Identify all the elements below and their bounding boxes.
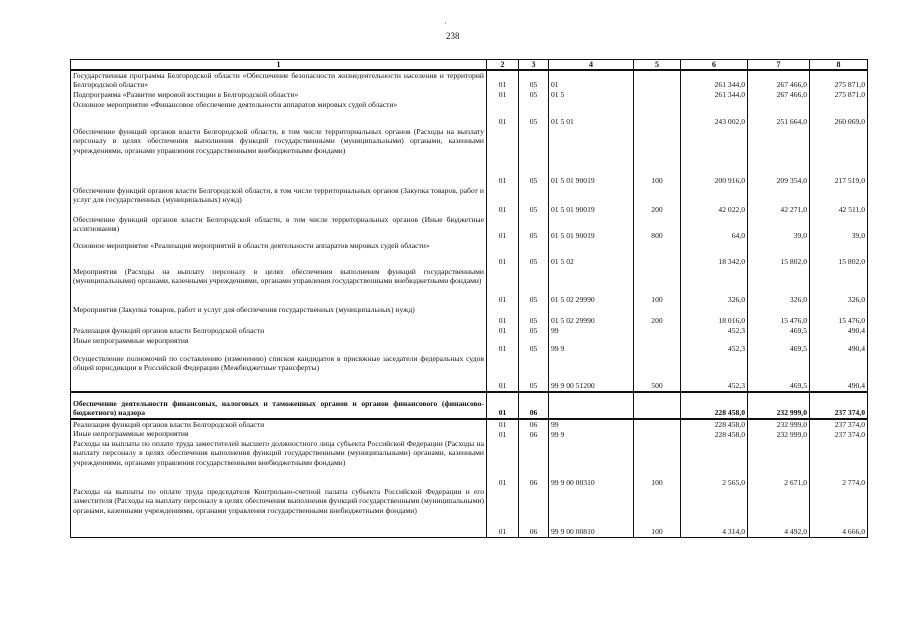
row-amount-year-2: 326,0 xyxy=(748,267,810,305)
row-amount-year-2: 267 466,0 xyxy=(748,70,810,90)
row-section: 01 xyxy=(487,100,519,127)
row-subsection: 05 xyxy=(519,354,549,392)
table-header-row xyxy=(71,60,868,71)
row-subsection: 06 xyxy=(519,392,549,419)
row-amount-year-2: 469,5 xyxy=(748,326,810,336)
row-amount-year-1: 64,0 xyxy=(681,215,748,241)
row-expense-type: 100 xyxy=(634,267,681,305)
row-expense-type: 200 xyxy=(634,305,681,326)
row-expense-type: 200 xyxy=(634,186,681,215)
row-subsection: 05 xyxy=(519,241,549,267)
row-section: 01 xyxy=(487,487,519,537)
header-col-3: 3 xyxy=(519,60,549,71)
table-row xyxy=(71,267,868,305)
row-amount-year-1: 326,0 xyxy=(681,267,748,305)
row-subsection: 06 xyxy=(519,487,549,537)
row-amount-year-1: 18 016,0 xyxy=(681,305,748,326)
header-col-2: 2 xyxy=(487,60,519,71)
header-col-8: 8 xyxy=(810,60,868,71)
row-amount-year-2: 15 476,0 xyxy=(748,305,810,326)
row-expense-type: 100 xyxy=(634,439,681,487)
row-amount-year-3: 237 374,0 xyxy=(810,392,868,419)
row-section: 01 xyxy=(487,267,519,305)
table-row xyxy=(71,90,868,100)
row-target-code: 01 xyxy=(549,70,634,90)
row-name: Осуществление полномочий по составлению (изменению) списков кандидатов в присяжные заседатели федеральных судов общей юрисдикции в Российской Федерации (Межбюджетные трансферты) xyxy=(71,354,487,392)
row-expense-type: 800 xyxy=(634,215,681,241)
row-amount-year-3: 2 774,0 xyxy=(810,439,868,487)
row-subsection: 05 xyxy=(519,305,549,326)
row-amount-year-1: 200 916,0 xyxy=(681,127,748,186)
row-target-code: 99 xyxy=(549,326,634,336)
row-amount-year-2: 232 999,0 xyxy=(748,419,810,429)
row-amount-year-3: 42 511,0 xyxy=(810,186,868,215)
row-amount-year-2: 39,0 xyxy=(748,215,810,241)
table-row xyxy=(71,439,868,487)
row-section: 01 xyxy=(487,336,519,354)
row-section: 01 xyxy=(487,326,519,336)
row-amount-year-1: 2 565,0 xyxy=(681,439,748,487)
row-amount-year-2: 2 671,0 xyxy=(748,439,810,487)
row-section: 01 xyxy=(487,419,519,429)
header-col-4: 4 xyxy=(549,60,634,71)
row-name: Основное мероприятие «Реализация мероприятий в области деятельности аппаратов мировых судей области» xyxy=(71,241,487,267)
row-amount-year-3: 4 666,0 xyxy=(810,487,868,537)
row-expense-type: 500 xyxy=(634,354,681,392)
row-expense-type xyxy=(634,100,681,127)
table-row xyxy=(71,100,868,127)
row-section: 01 xyxy=(487,70,519,90)
page-number: 238 xyxy=(446,31,460,41)
table-row xyxy=(71,305,868,326)
row-target-code: 99 9 xyxy=(549,429,634,439)
row-amount-year-3: 217 519,0 xyxy=(810,127,868,186)
row-amount-year-2: 232 999,0 xyxy=(748,429,810,439)
row-expense-type xyxy=(634,241,681,267)
row-target-code: 01 5 01 90019 xyxy=(549,215,634,241)
header-col-6: 6 xyxy=(681,60,748,71)
row-target-code: 01 5 01 90019 xyxy=(549,127,634,186)
table-row xyxy=(71,487,868,537)
row-subsection: 05 xyxy=(519,186,549,215)
row-target-code: 99 9 00 00310 xyxy=(549,439,634,487)
row-target-code: 99 9 xyxy=(549,336,634,354)
row-amount-year-3: 275 871,0 xyxy=(810,90,868,100)
row-name: Обеспечение функций органов власти Белгородской области, в том числе территориальных органов (Расходы на выплату персоналу в целях обеспечения выполнения функций государственными (муниципальными) органами, казенными учреждениями, органами управления государственными внебюджетными фондами) xyxy=(71,127,487,186)
row-amount-year-1: 452,3 xyxy=(681,326,748,336)
row-name: Реализация функций органов власти Белгородской области xyxy=(71,419,487,429)
row-amount-year-3: 15 802,0 xyxy=(810,241,868,267)
row-amount-year-1: 452,3 xyxy=(681,354,748,392)
row-amount-year-2: 4 492,0 xyxy=(748,487,810,537)
row-target-code: 01 5 02 29990 xyxy=(549,267,634,305)
row-name: Иные непрограммные мероприятия xyxy=(71,336,487,354)
budget-table-sheet xyxy=(70,59,867,538)
row-expense-type xyxy=(634,70,681,90)
row-subsection: 05 xyxy=(519,336,549,354)
table-row xyxy=(71,336,868,354)
header-col-5: 5 xyxy=(634,60,681,71)
row-amount-year-1: 228 458,0 xyxy=(681,392,748,419)
row-target-code: 01 5 01 xyxy=(549,100,634,127)
row-expense-type xyxy=(634,392,681,419)
row-amount-year-1: 261 344,0 xyxy=(681,70,748,90)
row-subsection: 05 xyxy=(519,100,549,127)
row-amount-year-2: 469,5 xyxy=(748,354,810,392)
row-subsection: 06 xyxy=(519,419,549,429)
table-row xyxy=(71,429,868,439)
row-amount-year-1: 18 342,0 xyxy=(681,241,748,267)
row-section: 01 xyxy=(487,392,519,419)
row-expense-type xyxy=(634,336,681,354)
row-amount-year-2: 15 802,0 xyxy=(748,241,810,267)
row-target-code: 99 9 00 00810 xyxy=(549,487,634,537)
row-amount-year-2: 251 664,0 xyxy=(748,100,810,127)
row-amount-year-1: 42 022,0 xyxy=(681,186,748,215)
row-amount-year-3: 490,4 xyxy=(810,336,868,354)
row-expense-type xyxy=(634,326,681,336)
row-name: Иные непрограммные мероприятия xyxy=(71,429,487,439)
row-target-code: 01 5 xyxy=(549,90,634,100)
row-amount-year-3: 275 871,0 xyxy=(810,70,868,90)
row-section: 01 xyxy=(487,186,519,215)
row-name: Расходы на выплаты по оплате труда заместителей высшего должностного лица субъекта Российской Федерации (Расходы на выплату персоналу в целях обеспечения выполнения функций государственными (муниципальными) органами, казенными учреждениями, органами управления государственными внебюджетными фондами) xyxy=(71,439,487,487)
header-col-7: 7 xyxy=(748,60,810,71)
row-amount-year-1: 243 002,0 xyxy=(681,100,748,127)
row-name: Подпрограмма «Развитие мировой юстиции в Белгородской области» xyxy=(71,90,487,100)
table-row xyxy=(71,241,868,267)
row-target-code: 99 9 00 51200 xyxy=(549,354,634,392)
row-amount-year-2: 209 354,0 xyxy=(748,127,810,186)
row-amount-year-3: 237 374,0 xyxy=(810,429,868,439)
row-name: Мероприятия (Расходы на выплату персоналу в целях обеспечения выполнения функций государственными (муниципальными) органами, казенными учреждениями, органами управления государственными внебюджетными фондами) xyxy=(71,267,487,305)
row-section: 01 xyxy=(487,241,519,267)
row-target-code: 99 xyxy=(549,419,634,429)
header-col-1: 1 xyxy=(71,60,487,71)
row-name: Реализация функций органов власти Белгородской области xyxy=(71,326,487,336)
row-amount-year-1: 261 344,0 xyxy=(681,90,748,100)
row-expense-type xyxy=(634,429,681,439)
row-subsection: 05 xyxy=(519,127,549,186)
row-expense-type: 100 xyxy=(634,127,681,186)
table-row xyxy=(71,326,868,336)
row-subsection: 05 xyxy=(519,215,549,241)
row-name: Мероприятия (Закупка товаров, работ и услуг для обеспечения государственных (муниципальных) нужд) xyxy=(71,305,487,326)
table-row-section-total xyxy=(71,392,868,419)
row-amount-year-1: 4 314,0 xyxy=(681,487,748,537)
row-target-code: 01 5 01 90019 xyxy=(549,186,634,215)
row-amount-year-1: 452,3 xyxy=(681,336,748,354)
row-name: Обеспечение функций органов власти Белгородской области, в том числе территориальных органов (Закупка товаров, работ и услуг для государственных (муниципальных) нужд) xyxy=(71,186,487,215)
row-target-code: 01 5 02 xyxy=(549,241,634,267)
row-name: Расходы на выплаты по оплате труда председателя Контрольно-счетной палаты субъекта Российской Федерации и его заместителя (Расходы на выплату персоналу в целях обеспечения выполнения функций государственными (муниципальными) органами, казенными учреждениями, органами управления государственными внебюджетными фондами) xyxy=(71,487,487,537)
budget-table xyxy=(70,59,868,538)
row-amount-year-1: 228 458,0 xyxy=(681,419,748,429)
row-name: Государственная программа Белгородской области «Обеспечение безопасности жизнедеятельности населения и территорий Белгородской области» xyxy=(71,70,487,90)
row-amount-year-2: 469,5 xyxy=(748,336,810,354)
row-expense-type: 100 xyxy=(634,487,681,537)
row-section: 01 xyxy=(487,439,519,487)
table-row xyxy=(71,419,868,429)
row-amount-year-3: 326,0 xyxy=(810,267,868,305)
row-subsection: 05 xyxy=(519,70,549,90)
row-amount-year-3: 237 374,0 xyxy=(810,419,868,429)
row-subsection: 05 xyxy=(519,267,549,305)
row-amount-year-2: 42 271,0 xyxy=(748,186,810,215)
scan-dot: · xyxy=(444,19,447,28)
row-section: 01 xyxy=(487,127,519,186)
row-name: Обеспечение деятельности финансовых, налоговых и таможенных органов и органов финансового (финансово-бюджетного) надзора xyxy=(71,392,487,419)
table-row xyxy=(71,354,868,392)
table-row xyxy=(71,215,868,241)
row-section: 01 xyxy=(487,429,519,439)
row-section: 01 xyxy=(487,354,519,392)
row-subsection: 05 xyxy=(519,90,549,100)
row-subsection: 05 xyxy=(519,326,549,336)
row-amount-year-2: 232 999,0 xyxy=(748,392,810,419)
row-target-code xyxy=(549,392,634,419)
row-target-code: 01 5 02 29990 xyxy=(549,305,634,326)
row-expense-type xyxy=(634,419,681,429)
row-amount-year-3: 260 069,0 xyxy=(810,100,868,127)
row-amount-year-3: 490,4 xyxy=(810,354,868,392)
table-row xyxy=(71,70,868,90)
table-row xyxy=(71,186,868,215)
row-expense-type xyxy=(634,90,681,100)
row-section: 01 xyxy=(487,90,519,100)
row-name: Основное мероприятие «Финансовое обеспечение деятельности аппаратов мировых судей области» xyxy=(71,100,487,127)
row-amount-year-3: 15 476,0 xyxy=(810,305,868,326)
row-section: 01 xyxy=(487,215,519,241)
row-subsection: 06 xyxy=(519,439,549,487)
row-name: Обеспечение функций органов власти Белгородской области, в том числе территориальных органов (Иные бюджетные ассигнования) xyxy=(71,215,487,241)
row-amount-year-3: 490,4 xyxy=(810,326,868,336)
row-amount-year-1: 228 458,0 xyxy=(681,429,748,439)
row-amount-year-2: 267 466,0 xyxy=(748,90,810,100)
row-section: 01 xyxy=(487,305,519,326)
row-amount-year-3: 39,0 xyxy=(810,215,868,241)
row-subsection: 06 xyxy=(519,429,549,439)
table-row xyxy=(71,127,868,186)
